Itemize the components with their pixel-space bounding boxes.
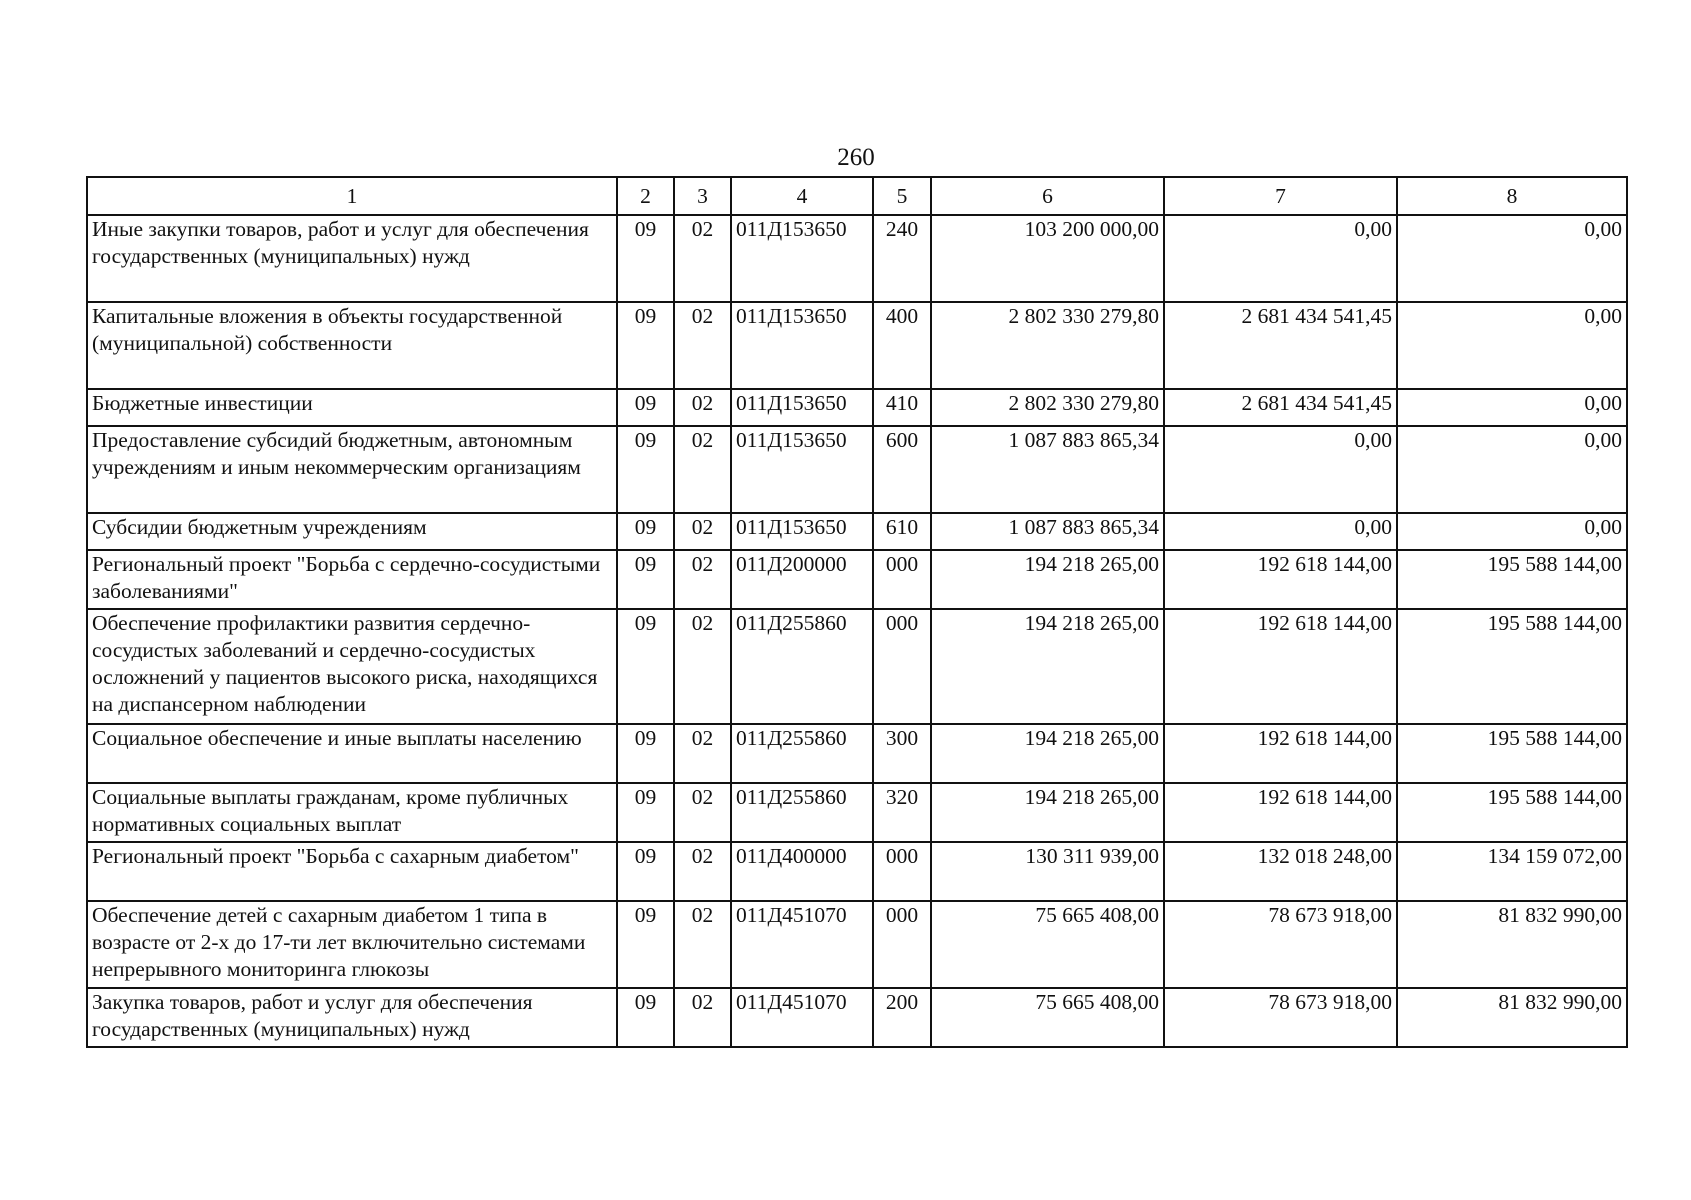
subsection-code: 02 bbox=[674, 513, 731, 550]
table-row bbox=[87, 842, 1627, 901]
expense-type-code: 300 bbox=[873, 724, 931, 783]
amount-col-8: 0,00 bbox=[1397, 302, 1627, 389]
amount-col-6: 130 311 939,00 bbox=[931, 842, 1164, 901]
row-name: Бюджетные инвестиции bbox=[87, 389, 617, 426]
section-code: 09 bbox=[617, 783, 674, 842]
target-code: 011Д153650 bbox=[731, 513, 873, 550]
amount-col-6: 194 218 265,00 bbox=[931, 609, 1164, 724]
expense-type-code: 400 bbox=[873, 302, 931, 389]
target-code: 011Д153650 bbox=[731, 215, 873, 302]
expense-type-code: 000 bbox=[873, 550, 931, 609]
row-name: Закупка товаров, работ и услуг для обеспечения государственных (муниципальных) нужд bbox=[87, 988, 617, 1047]
subsection-code: 02 bbox=[674, 550, 731, 609]
table-row bbox=[87, 783, 1627, 842]
table-row bbox=[87, 609, 1627, 724]
amount-col-6: 194 218 265,00 bbox=[931, 550, 1164, 609]
section-code: 09 bbox=[617, 988, 674, 1047]
amount-col-7: 0,00 bbox=[1164, 215, 1397, 302]
subsection-code: 02 bbox=[674, 389, 731, 426]
column-header: 7 bbox=[1164, 177, 1397, 215]
amount-col-6: 75 665 408,00 bbox=[931, 901, 1164, 988]
subsection-code: 02 bbox=[674, 302, 731, 389]
section-code: 09 bbox=[617, 609, 674, 724]
table-row bbox=[87, 550, 1627, 609]
amount-col-7: 2 681 434 541,45 bbox=[1164, 389, 1397, 426]
table-row bbox=[87, 302, 1627, 389]
section-code: 09 bbox=[617, 842, 674, 901]
expense-type-code: 240 bbox=[873, 215, 931, 302]
expense-type-code: 600 bbox=[873, 426, 931, 513]
subsection-code: 02 bbox=[674, 988, 731, 1047]
amount-col-7: 78 673 918,00 bbox=[1164, 901, 1397, 988]
column-header: 3 bbox=[674, 177, 731, 215]
amount-col-8: 0,00 bbox=[1397, 513, 1627, 550]
row-name: Региональный проект "Борьба с сахарным диабетом" bbox=[87, 842, 617, 901]
column-header: 2 bbox=[617, 177, 674, 215]
expense-type-code: 320 bbox=[873, 783, 931, 842]
page-number: 260 bbox=[837, 144, 875, 171]
amount-col-7: 0,00 bbox=[1164, 426, 1397, 513]
target-code: 011Д153650 bbox=[731, 426, 873, 513]
subsection-code: 02 bbox=[674, 842, 731, 901]
target-code: 011Д255860 bbox=[731, 783, 873, 842]
amount-col-8: 0,00 bbox=[1397, 215, 1627, 302]
subsection-code: 02 bbox=[674, 783, 731, 842]
subsection-code: 02 bbox=[674, 426, 731, 513]
target-code: 011Д400000 bbox=[731, 842, 873, 901]
expense-type-code: 000 bbox=[873, 842, 931, 901]
expense-type-code: 000 bbox=[873, 609, 931, 724]
expense-type-code: 610 bbox=[873, 513, 931, 550]
amount-col-6: 194 218 265,00 bbox=[931, 724, 1164, 783]
amount-col-6: 103 200 000,00 bbox=[931, 215, 1164, 302]
column-header: 8 bbox=[1397, 177, 1627, 215]
row-name: Субсидии бюджетным учреждениям bbox=[87, 513, 617, 550]
target-code: 011Д255860 bbox=[731, 724, 873, 783]
table-row bbox=[87, 389, 1627, 426]
section-code: 09 bbox=[617, 215, 674, 302]
row-name: Обеспечение профилактики развития сердечно-сосудистых заболеваний и сердечно-сосудистых осложнений у пациентов высокого риска, находящихся на диспансерном наблюдении bbox=[87, 609, 617, 724]
amount-col-8: 195 588 144,00 bbox=[1397, 550, 1627, 609]
row-name: Предоставление субсидий бюджетным, автономным учреждениям и иным некоммерческим организациям bbox=[87, 426, 617, 513]
amount-col-7: 2 681 434 541,45 bbox=[1164, 302, 1397, 389]
amount-col-8: 134 159 072,00 bbox=[1397, 842, 1627, 901]
amount-col-6: 2 802 330 279,80 bbox=[931, 302, 1164, 389]
target-code: 011Д153650 bbox=[731, 389, 873, 426]
amount-col-8: 195 588 144,00 bbox=[1397, 724, 1627, 783]
expense-type-code: 410 bbox=[873, 389, 931, 426]
amount-col-8: 0,00 bbox=[1397, 389, 1627, 426]
amount-col-6: 2 802 330 279,80 bbox=[931, 389, 1164, 426]
row-name: Обеспечение детей с сахарным диабетом 1 типа в возрасте от 2-х до 17-ти лет включительно системами непрерывного мониторинга глюкозы bbox=[87, 901, 617, 988]
column-header: 5 bbox=[873, 177, 931, 215]
subsection-code: 02 bbox=[674, 901, 731, 988]
target-code: 011Д153650 bbox=[731, 302, 873, 389]
table-row bbox=[87, 901, 1627, 988]
table-row bbox=[87, 724, 1627, 783]
header-row bbox=[87, 177, 1627, 215]
amount-col-7: 192 618 144,00 bbox=[1164, 550, 1397, 609]
column-header: 1 bbox=[87, 177, 617, 215]
row-name: Социальное обеспечение и иные выплаты населению bbox=[87, 724, 617, 783]
table-row bbox=[87, 426, 1627, 513]
expense-type-code: 000 bbox=[873, 901, 931, 988]
amount-col-8: 81 832 990,00 bbox=[1397, 901, 1627, 988]
row-name: Капитальные вложения в объекты государственной (муниципальной) собственности bbox=[87, 302, 617, 389]
table-row bbox=[87, 513, 1627, 550]
target-code: 011Д255860 bbox=[731, 609, 873, 724]
section-code: 09 bbox=[617, 389, 674, 426]
section-code: 09 bbox=[617, 513, 674, 550]
column-header: 6 bbox=[931, 177, 1164, 215]
section-code: 09 bbox=[617, 426, 674, 513]
target-code: 011Д200000 bbox=[731, 550, 873, 609]
amount-col-6: 194 218 265,00 bbox=[931, 783, 1164, 842]
section-code: 09 bbox=[617, 724, 674, 783]
amount-col-8: 0,00 bbox=[1397, 426, 1627, 513]
subsection-code: 02 bbox=[674, 609, 731, 724]
amount-col-7: 0,00 bbox=[1164, 513, 1397, 550]
table-row bbox=[87, 215, 1627, 302]
table-row bbox=[87, 988, 1627, 1047]
amount-col-7: 192 618 144,00 bbox=[1164, 724, 1397, 783]
row-name: Региональный проект "Борьба с сердечно-сосудистыми заболеваниями" bbox=[87, 550, 617, 609]
amount-col-6: 1 087 883 865,34 bbox=[931, 426, 1164, 513]
target-code: 011Д451070 bbox=[731, 901, 873, 988]
budget-table bbox=[86, 176, 1628, 1048]
amount-col-6: 75 665 408,00 bbox=[931, 988, 1164, 1047]
target-code: 011Д451070 bbox=[731, 988, 873, 1047]
amount-col-7: 78 673 918,00 bbox=[1164, 988, 1397, 1047]
amount-col-8: 81 832 990,00 bbox=[1397, 988, 1627, 1047]
section-code: 09 bbox=[617, 901, 674, 988]
amount-col-7: 192 618 144,00 bbox=[1164, 783, 1397, 842]
amount-col-8: 195 588 144,00 bbox=[1397, 783, 1627, 842]
row-name: Иные закупки товаров, работ и услуг для обеспечения государственных (муниципальных) нужд bbox=[87, 215, 617, 302]
expense-type-code: 200 bbox=[873, 988, 931, 1047]
amount-col-7: 132 018 248,00 bbox=[1164, 842, 1397, 901]
section-code: 09 bbox=[617, 302, 674, 389]
column-header: 4 bbox=[731, 177, 873, 215]
subsection-code: 02 bbox=[674, 724, 731, 783]
subsection-code: 02 bbox=[674, 215, 731, 302]
amount-col-8: 195 588 144,00 bbox=[1397, 609, 1627, 724]
row-name: Социальные выплаты гражданам, кроме публичных нормативных социальных выплат bbox=[87, 783, 617, 842]
section-code: 09 bbox=[617, 550, 674, 609]
amount-col-7: 192 618 144,00 bbox=[1164, 609, 1397, 724]
amount-col-6: 1 087 883 865,34 bbox=[931, 513, 1164, 550]
